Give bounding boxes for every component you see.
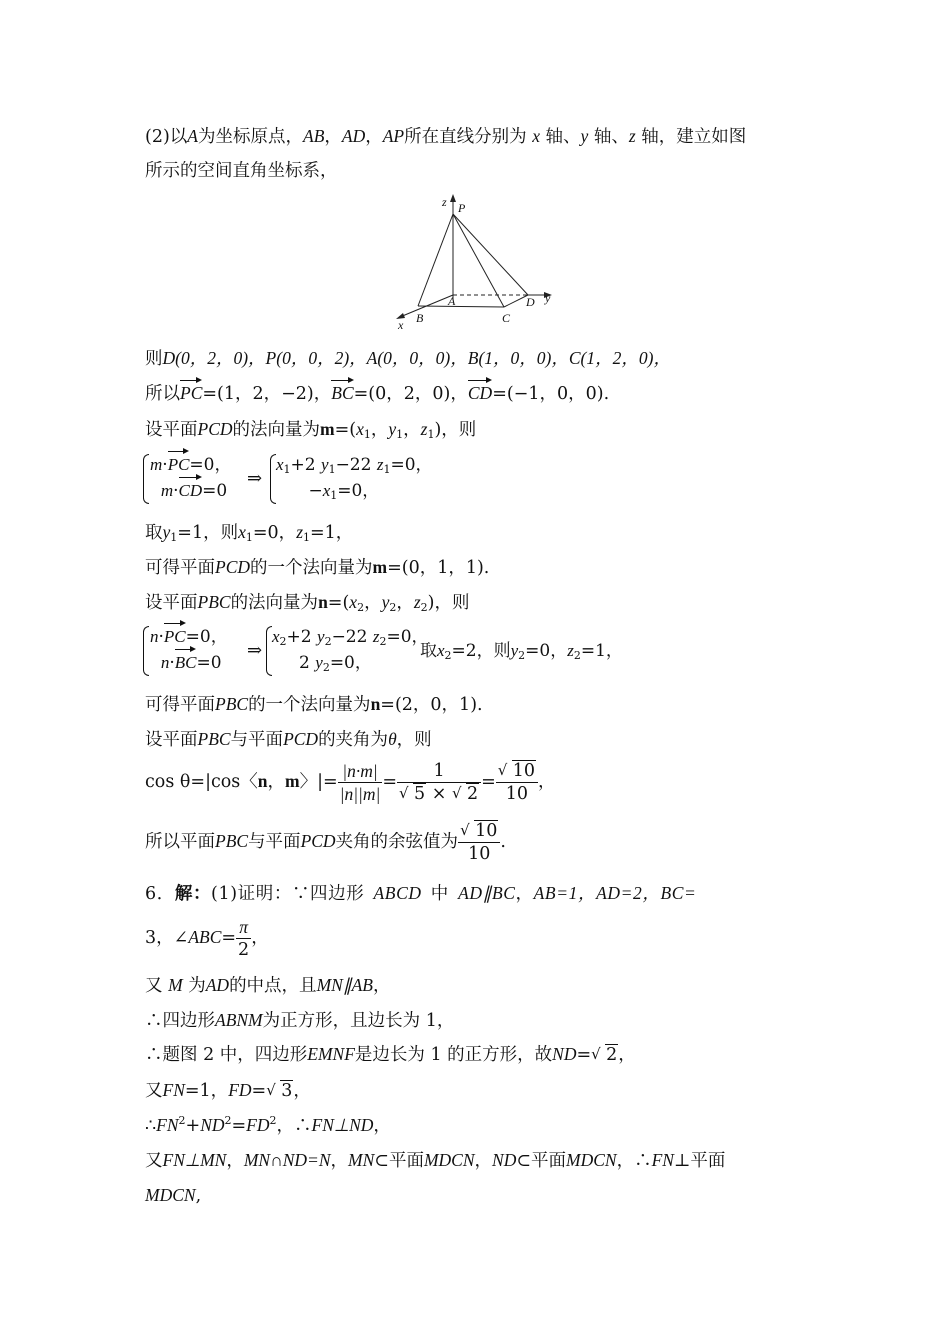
sys2-left: n·PC=0， n·BC=0 [150, 624, 228, 676]
sys1-arrow: ⇒ [247, 468, 263, 489]
q6-line-1: 6．解：(1)证明：∵四边形 ABCD 中 AD∥BC，AB=1，AD=2，BC= [145, 883, 697, 904]
intro-line-2: 所示的空间直角坐标系， [145, 161, 338, 181]
sys2-right: $x_2+2$ $y_2-22$ $z_2=0$， 2 $y_2=0$， [272, 627, 429, 674]
fn-line: 又FN=1，FD= √ 3， [145, 1080, 311, 1101]
edge-PB [418, 214, 453, 306]
take1-line: 取$y_1=1$，则$x_1=0$，$z_1=1$， [145, 522, 354, 544]
intro-line-1: (2)以A为坐标原点，AB，AD，AP所在直线分别为 x 轴、y 轴、z 轴，建立如图 [145, 126, 747, 147]
sys2-take: 取$x_2=2$，则$y_2=0$，$z_2=1$， [420, 641, 623, 662]
q6-line-2: 3，∠ABC= $\frac{\pi}{2}$ ， [145, 917, 269, 960]
edge-BC [418, 306, 504, 307]
figure2-line: ∴题图 2 中，四边形EMNF是边长为 1 的正方形，故ND= √ 2， [145, 1044, 636, 1065]
sys1-right: $x_1+2$ $y_1-22$ $z_1=0$， $-x_1=0$， [276, 455, 433, 502]
label-B: B [416, 311, 424, 325]
conclusion-line: 所以平面PBC与平面PCD夹角的余弦值为 √ 10 10 . [145, 821, 506, 864]
angle-line: 设平面PBC与平面PCD的夹角为θ，则 [145, 729, 432, 750]
midpoint-line: 又 M 为AD的中点，且MN∥AB， [145, 975, 391, 996]
label-z: z [442, 195, 447, 209]
square-line: ∴四边形ABNM为正方形，且边长为 1， [145, 1010, 455, 1031]
result-n-line: 可得平面PBC的一个法向量为n=(2，0，1). [145, 694, 483, 715]
normal-m-line: 设平面PCD的法向量为$m=(x_1$，$y_1$，$z_1$)，则 [145, 419, 477, 441]
label-x: x [398, 318, 404, 332]
normal-n-line: 设平面PBC的法向量为$n=(x_2$，$y_2$，$z_2$)，则 [145, 592, 470, 614]
label-A: A [448, 294, 456, 308]
pythagoras-line: $\therefore FN^2+ND^2=FD^2$，∴FN⊥ND， [145, 1114, 391, 1136]
label-D: D [526, 295, 535, 309]
result-m-line: 可得平面PCD的一个法向量为m=(0，1，1). [145, 557, 490, 578]
sys1-left: m·PC=0， m·CD=0 [150, 452, 231, 504]
edge-CD [504, 295, 528, 307]
pyramid-figure [390, 192, 560, 332]
label-C: C [502, 311, 511, 325]
final-line-2: MDCN, [145, 1185, 202, 1206]
final-line-1: 又FN⊥MN，MN∩ND=N，MN⊂平面MDCN，ND⊂平面MDCN，∴FN⊥平面 [145, 1150, 726, 1171]
label-y: y [545, 291, 551, 305]
vectors-line: 所以PC=(1，2，−2)，BC=(0，2，0)，CD=(−1，0，0). [145, 383, 610, 404]
cos-formula: cos θ=|cos〈n，m〉|= $\frac{|n\cdot m|}{|n||m|}$ = 1 √ 5 × √ 2 = √ 10 10 ， [145, 761, 556, 804]
coords-line: 则D(0，2，0)，P(0，0，2)，A(0，0，0)，B(1，0，0)，C(1，2，0)， [145, 348, 671, 369]
sys2-arrow: ⇒ [247, 640, 263, 661]
label-P: P [458, 201, 466, 215]
